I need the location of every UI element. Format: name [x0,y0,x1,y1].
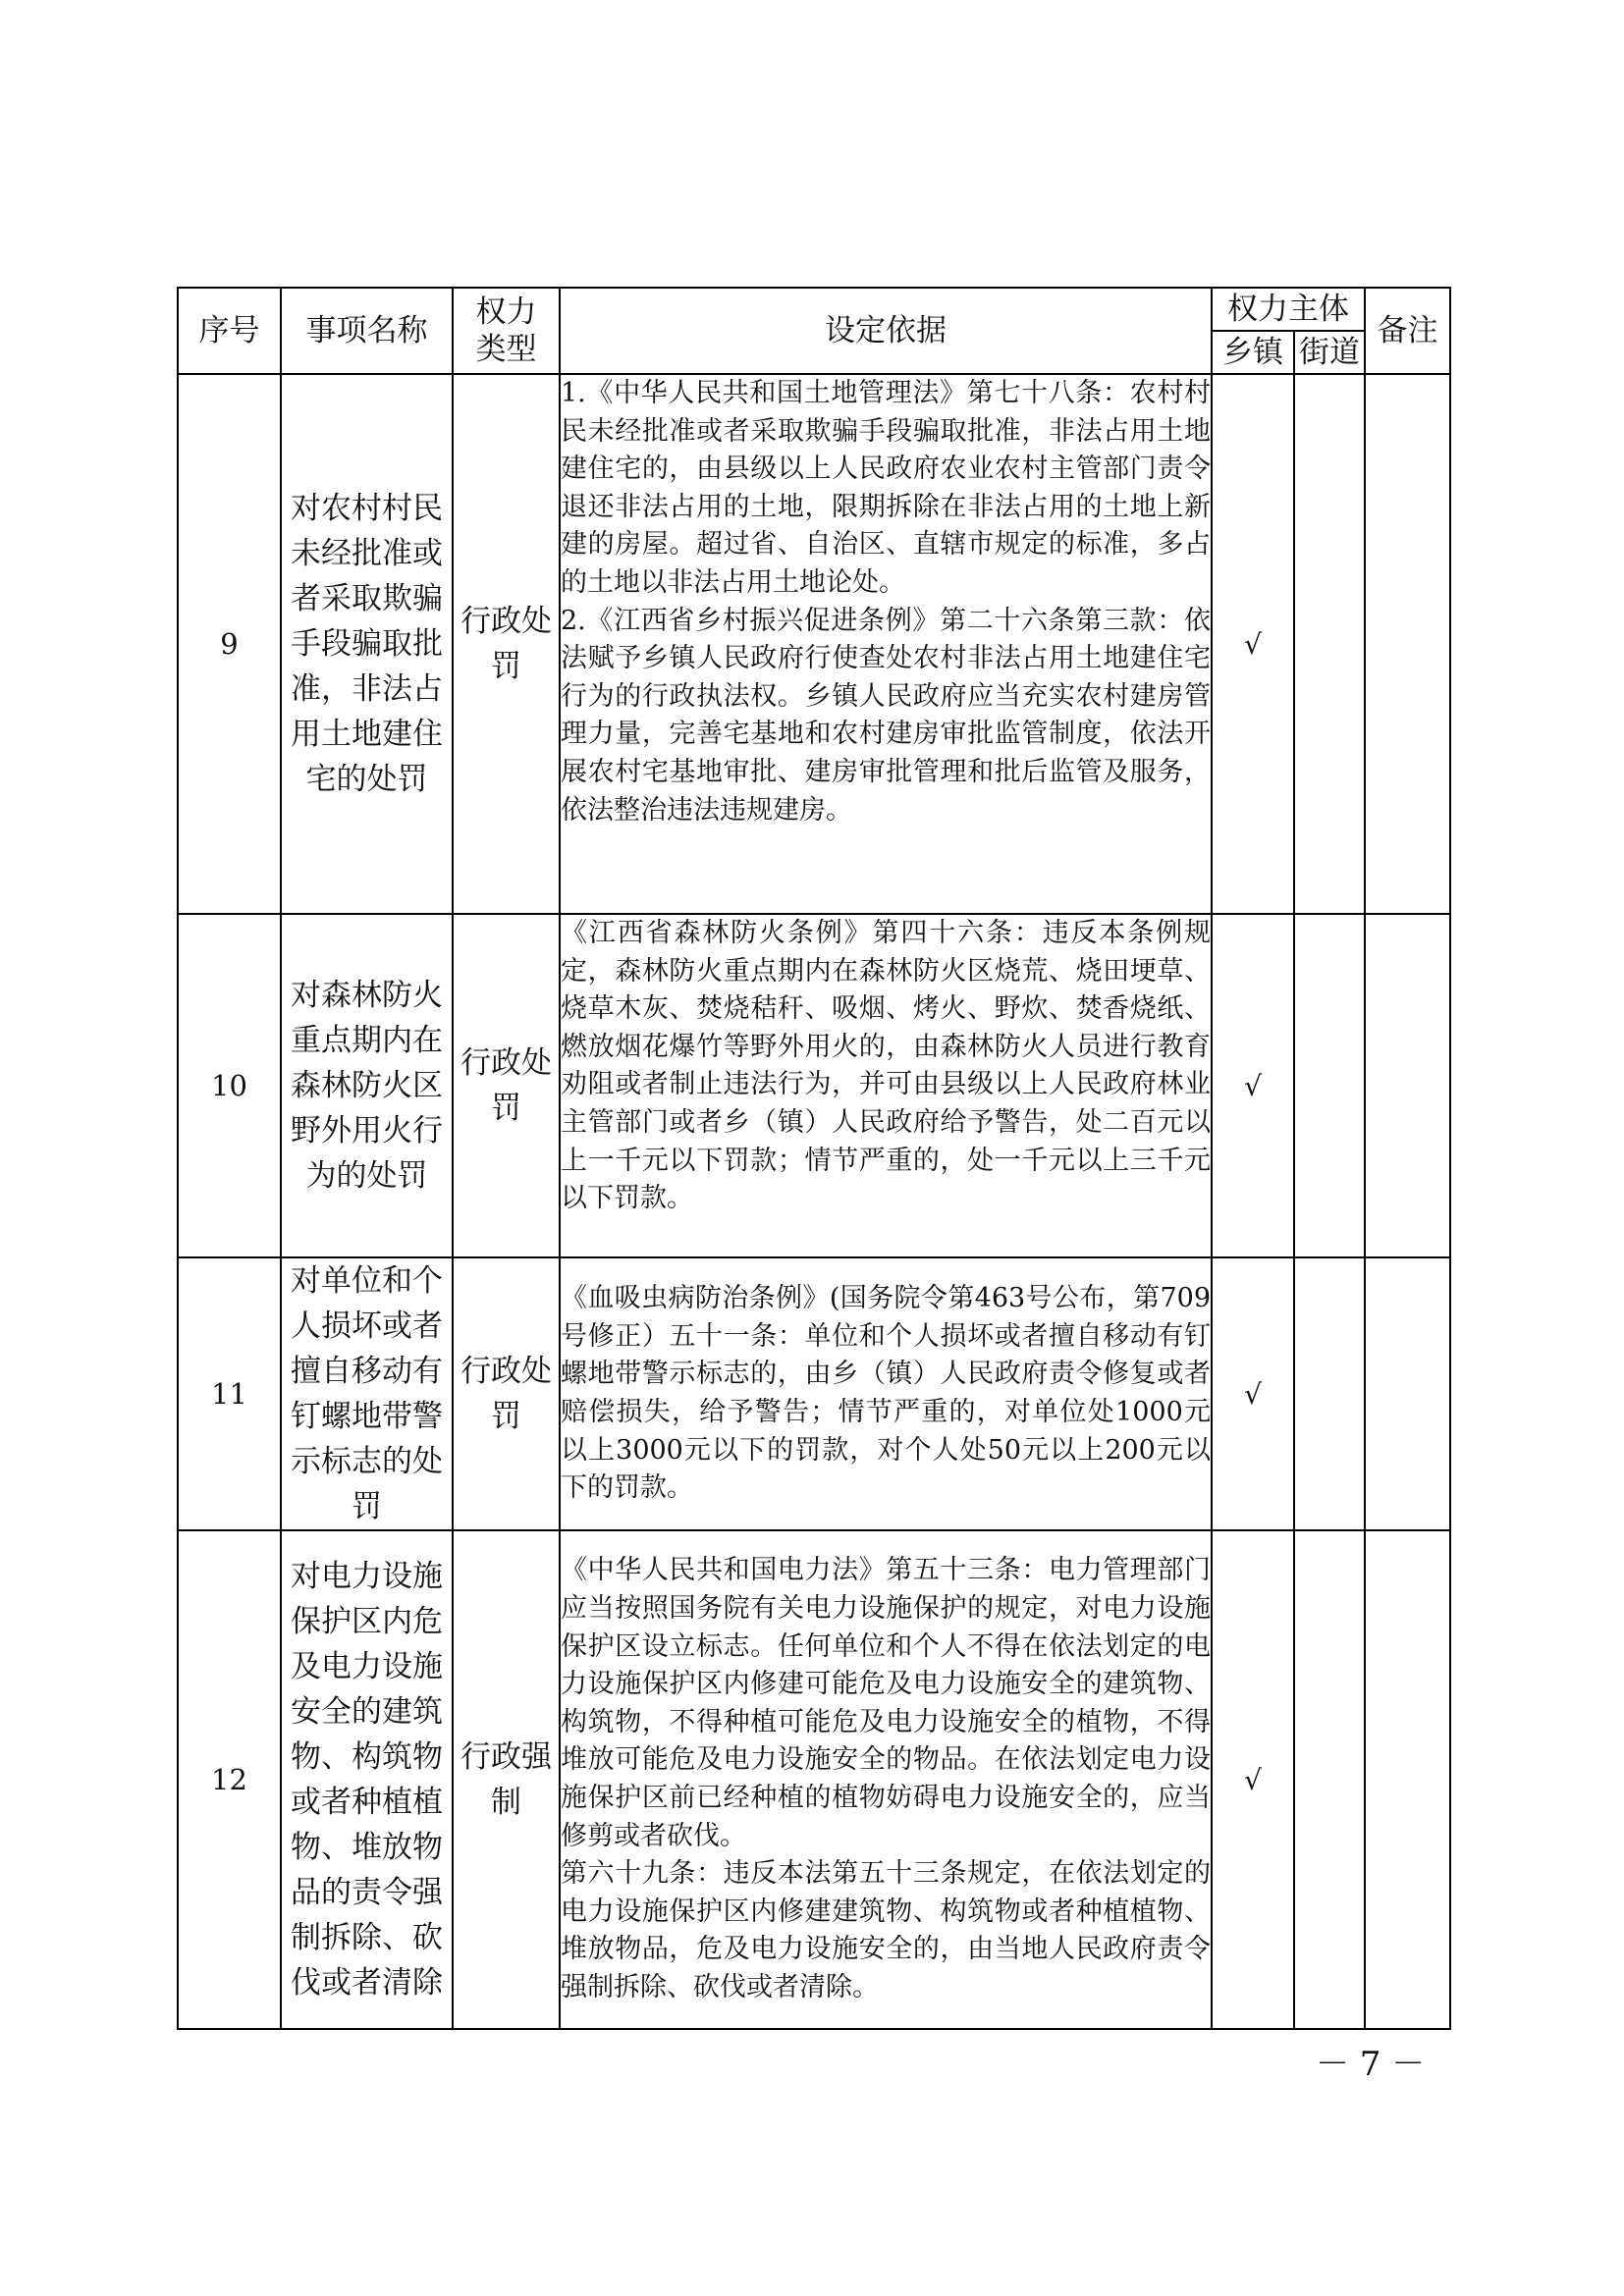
basis-paragraph: 《血吸虫病防治条例》(国务院令第463号公布，第709号修正）五十一条：单位和个人损坏或者擅自移动有钉螺地带警示标志的，由乡（镇）人民政府责令修复或者赔偿损失，给予警告；情节严重的，对单位处1000元以上3000元以下的罚款，对个人处50元以上200元以下的罚款。 [561,1283,1211,1504]
header-subject: 权力主体 [1212,288,1365,331]
street-check [1294,1257,1365,1530]
row-index: 9 [178,374,281,914]
township-check: √ [1212,1257,1294,1530]
row-name: 对农村村民未经批准或者采取欺骗手段骗取批准，非法占用土地建住宅的处罚 [281,374,453,914]
header-index: 序号 [178,288,281,374]
row-type: 行政处罚 [453,914,560,1257]
row-type: 行政处罚 [453,374,560,914]
row-basis [560,914,1212,1257]
remarks-cell [1365,914,1450,1257]
basis-paragraph: 2.《江西省乡村振兴促进条例》第二十六条第三款：依法赋予乡镇人民政府行使查处农村非法占用土地建住宅行为的行政执法权。乡镇人民政府应当充实农村建房管理力量，完善宅基地和农村建房审批监管制度，依法开展农村宅基地审批、建房审批管理和批后监管及服务，依法整治违法违规建房。 [561,605,1211,826]
row-name: 对森林防火重点期内在森林防火区野外用火行为的处罚 [281,914,453,1257]
header-name: 事项名称 [281,288,453,374]
remarks-cell [1365,1530,1450,2029]
row-basis [560,1530,1212,2029]
street-check [1294,914,1365,1257]
remarks-cell [1365,1257,1450,1530]
row-index: 11 [178,1257,281,1530]
row-index: 10 [178,914,281,1257]
header-street: 街道 [1294,331,1365,374]
table-row [178,1257,1450,1530]
authority-table [177,287,1451,2030]
table-row [178,914,1450,1257]
header-basis: 设定依据 [560,288,1212,374]
basis-paragraph: 1.《中华人民共和国土地管理法》第七十八条：农村村民未经批准或者采取欺骗手段骗取批准，非法占用土地建住宅的，由县级以上人民政府农业农村主管部门责令退还非法占用的土地，限期拆除在非法占用的土地上新建的房屋。超过省、自治区、直辖市规定的标准，多占的土地以非法占用土地论处。 [561,378,1211,598]
table-row [178,374,1450,914]
street-check [1294,374,1365,914]
header-township: 乡镇 [1212,331,1294,374]
township-check: √ [1212,1530,1294,2029]
row-type: 行政处罚 [453,1257,560,1530]
page-number: － 7 － [1316,2045,1426,2084]
township-check: √ [1212,374,1294,914]
street-check [1294,1530,1365,2029]
remarks-cell [1365,374,1450,914]
table-row [178,1530,1450,2029]
header-type: 权力类型 [453,288,560,374]
header-remarks: 备注 [1365,288,1450,374]
basis-paragraph: 第六十九条：违反本法第五十三条规定，在依法划定的电力设施保护区内修建建筑物、构筑物或者种植植物、堆放物品，危及电力设施安全的，由当地人民政府责令强制拆除、砍伐或者清除。 [561,1858,1211,2002]
row-type: 行政强制 [453,1530,560,2029]
township-check: √ [1212,914,1294,1257]
row-basis [560,1257,1212,1530]
row-name: 对电力设施保护区内危及电力设施安全的建筑物、构筑物或者种植植物、堆放物品的责令强制拆除、砍伐或者清除 [281,1530,453,2029]
row-index: 12 [178,1530,281,2029]
row-name: 对单位和个人损坏或者擅自移动有钉螺地带警示标志的处罚 [281,1257,453,1530]
row-basis [560,374,1212,914]
basis-paragraph: 《中华人民共和国电力法》第五十三条：电力管理部门应当按照国务院有关电力设施保护的规定，对电力设施保护区设立标志。任何单位和个人不得在依法划定的电力设施保护区内修建可能危及电力设施安全的建筑物、构筑物，不得种植可能危及电力设施安全的植物，不得堆放可能危及电力设施安全的物品。在依法划定电力设施保护区前已经种植的植物妨碍电力设施安全的，应当修剪或者砍伐。 [561,1555,1211,1851]
basis-paragraph: 《江西省森林防火条例》第四十六条：违反本条例规定，森林防火重点期内在森林防火区烧荒、烧田埂草、烧草木灰、焚烧秸秆、吸烟、烤火、野炊、焚香烧纸、燃放烟花爆竹等野外用火的，由森林防火人员进行教育劝阻或者制止违法行为，并可由县级以上人民政府林业主管部门或者乡（镇）人民政府给予警告，处二百元以上一千元以下罚款；情节严重的，处一千元以上三千元以下罚款。 [561,918,1211,1214]
